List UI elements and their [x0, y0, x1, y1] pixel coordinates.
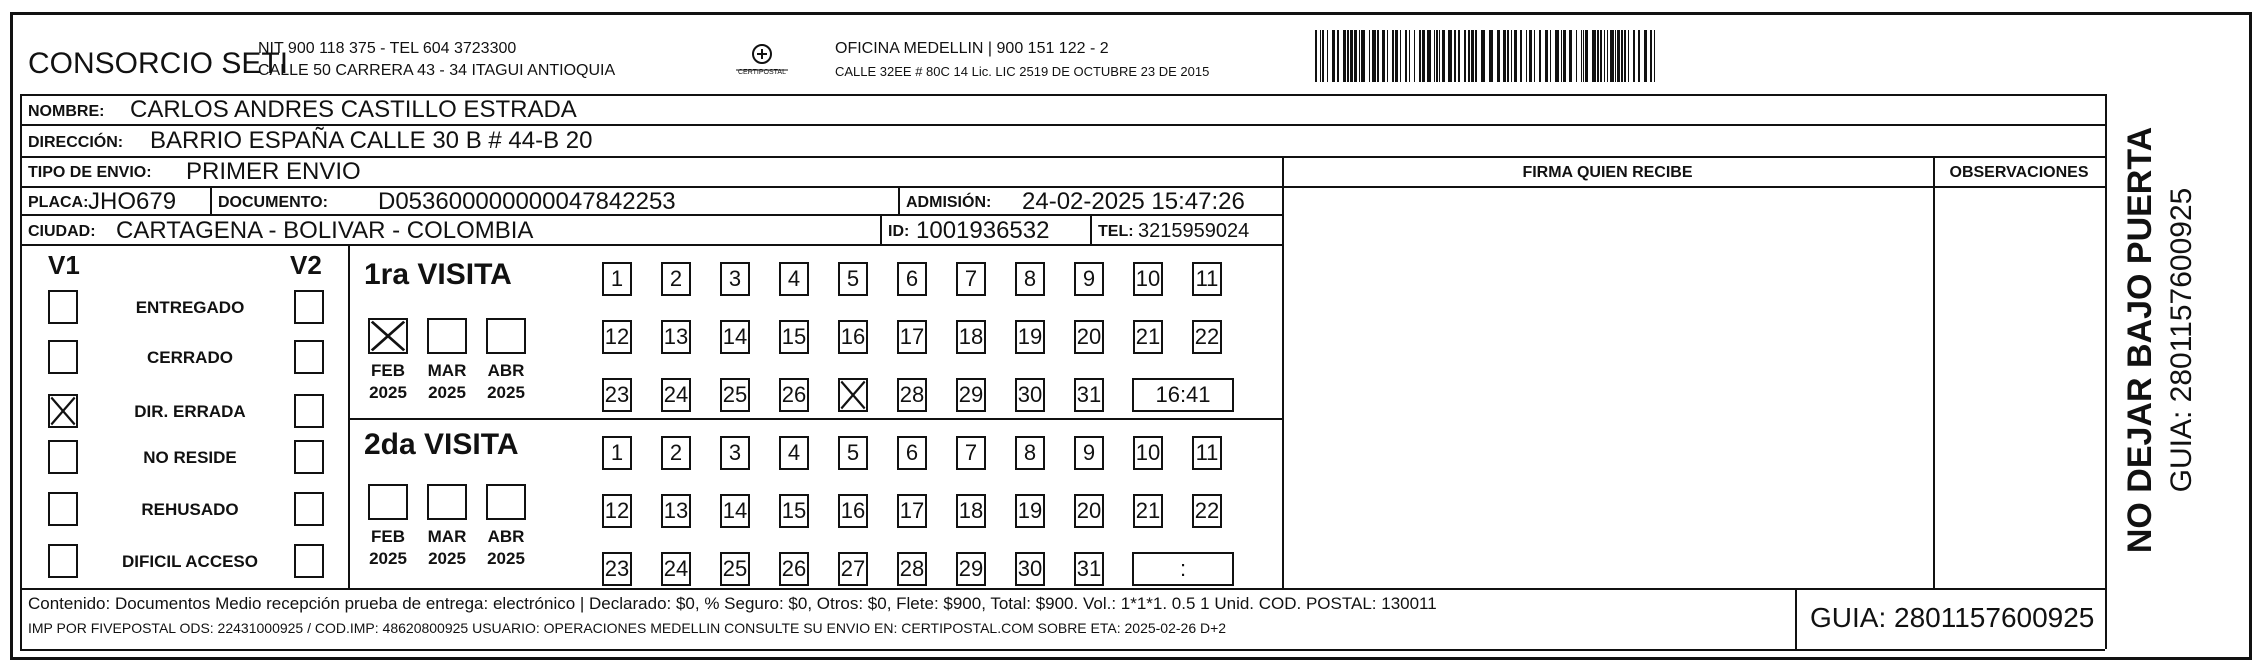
visit1-day-box[interactable]: 24	[661, 378, 691, 412]
v1-checkbox[interactable]	[48, 340, 78, 374]
visit2-day-box[interactable]: 31	[1074, 552, 1104, 586]
visit2-day-box[interactable]: 10	[1133, 436, 1163, 470]
company-address: CALLE 50 CARRERA 43 - 34 ITAGUI ANTIOQUIA	[258, 62, 616, 79]
visit1-day-box[interactable]: 13	[661, 320, 691, 354]
visit2-month-label: MAR 2025	[427, 527, 467, 568]
visit1-time-box[interactable]: 16:41	[1132, 378, 1234, 412]
visit1-day-box[interactable]	[838, 378, 868, 412]
visit1-day-box[interactable]: 4	[779, 262, 809, 296]
tel-value: 3215959024	[1138, 220, 1250, 242]
visit2-day-box[interactable]: 15	[779, 494, 809, 528]
visit1-day-box[interactable]: 9	[1074, 262, 1104, 296]
visit2-day-box[interactable]: 29	[956, 552, 986, 586]
company-name: CONSORCIO SETI	[28, 47, 289, 80]
visit1-month-label: ABR 2025	[487, 361, 525, 402]
visit1-day-box[interactable]: 17	[897, 320, 927, 354]
doc-value: D053600000000047842253	[378, 188, 676, 215]
visit2-month-checkbox[interactable]	[368, 484, 408, 520]
visit1-day-box[interactable]: 8	[1015, 262, 1045, 296]
visit2-day-box[interactable]: 21	[1133, 494, 1163, 528]
visit1-month-checkbox[interactable]	[368, 318, 408, 354]
id-value: 1001936532	[916, 217, 1050, 244]
side-guia: GUIA: 2801157600925	[2165, 187, 2198, 493]
v2-checkbox[interactable]	[294, 492, 324, 526]
footer-print-info: IMP POR FIVEPOSTAL ODS: 22431000925 / COD.IMP: 48620800925 USUARIO: OPERACIONES MEDELLIN CONSULTE SU ENVIO EN: CERTIPOSTAL.COM SOBRE ETA: 2025-02-26 D+2	[28, 620, 1227, 636]
visit2-day-box[interactable]: 26	[779, 552, 809, 586]
visit2-day-box[interactable]: 24	[661, 552, 691, 586]
status-label: DIR. ERRADA	[134, 402, 246, 421]
v2-checkbox[interactable]	[294, 290, 324, 324]
license-line: CALLE 32EE # 80C 14 Lic. LIC 2519 DE OCTUBRE 23 DE 2015	[835, 64, 1210, 79]
v2-checkbox[interactable]	[294, 340, 324, 374]
city-label: CIUDAD:	[28, 223, 96, 240]
v2-checkbox[interactable]	[294, 394, 324, 428]
visit2-day-box[interactable]: 11	[1192, 436, 1222, 470]
visit2-day-box[interactable]: 19	[1015, 494, 1045, 528]
visit2-month-label: FEB 2025	[369, 527, 407, 568]
visit1-day-box[interactable]: 25	[720, 378, 750, 412]
visit1-month-label: MAR 2025	[427, 361, 467, 402]
visit2-day-box[interactable]: 9	[1074, 436, 1104, 470]
recipient-name: CARLOS ANDRES CASTILLO ESTRADA	[130, 96, 577, 123]
visit1-month-label: FEB 2025	[369, 361, 407, 402]
visit2-day-box[interactable]: 1	[602, 436, 632, 470]
visit2-day-box[interactable]: 12	[602, 494, 632, 528]
logo-text: CERTIPOSTAL	[738, 69, 786, 76]
v1-checkbox[interactable]	[48, 440, 78, 474]
visit1-day-box[interactable]: 26	[779, 378, 809, 412]
v2-label: V2	[290, 250, 322, 280]
visit2-day-box[interactable]: 18	[956, 494, 986, 528]
visit2-month-checkbox[interactable]	[427, 484, 467, 520]
visit2-title: 2da VISITA	[364, 428, 519, 461]
visit2-day-box[interactable]: 13	[661, 494, 691, 528]
visit1-day-box[interactable]: 12	[602, 320, 632, 354]
type-label: TIPO DE ENVIO:	[28, 164, 152, 181]
visit2-day-box[interactable]: 20	[1074, 494, 1104, 528]
visit1-month-checkbox[interactable]	[486, 318, 526, 354]
id-label: ID:	[888, 223, 910, 240]
visit2-day-box[interactable]: 17	[897, 494, 927, 528]
visit1-day-box[interactable]: 3	[720, 262, 750, 296]
visit1-day-box[interactable]: 28	[897, 378, 927, 412]
visit2-month-label: ABR 2025	[487, 527, 525, 568]
v2-checkbox[interactable]	[294, 440, 324, 474]
visit2-day-box[interactable]: 14	[720, 494, 750, 528]
visit1-day-box[interactable]: 6	[897, 262, 927, 296]
status-label: DIFICIL ACCESO	[121, 552, 258, 571]
check-mark-icon	[840, 380, 866, 410]
v1-checkbox[interactable]	[48, 394, 78, 428]
side-warning: NO DEJAR BAJO PUERTA	[2121, 126, 2159, 554]
visit1-day-box[interactable]: 5	[838, 262, 868, 296]
visit1-day-box[interactable]: 19	[1015, 320, 1045, 354]
visit2-day-box[interactable]: 5	[838, 436, 868, 470]
visit2-day-box[interactable]: 16	[838, 494, 868, 528]
visit1-day-box[interactable]: 2	[661, 262, 691, 296]
address-label: DIRECCIÓN:	[28, 134, 124, 151]
visit1-day-box[interactable]: 18	[956, 320, 986, 354]
check-mark-icon	[370, 320, 406, 352]
v1-label: V1	[48, 250, 80, 280]
check-mark-icon	[50, 396, 76, 426]
visit1-day-box[interactable]: 22	[1192, 320, 1222, 354]
doc-label: DOCUMENTO:	[218, 194, 328, 211]
shipment-type: PRIMER ENVIO	[186, 158, 361, 185]
visit1-day-box[interactable]: 15	[779, 320, 809, 354]
visit1-month-checkbox[interactable]	[427, 318, 467, 354]
plate-label: PLACA:	[28, 194, 89, 211]
plate-value: JHO679	[88, 188, 177, 215]
visit1-day-box[interactable]: 14	[720, 320, 750, 354]
visit1-day-box[interactable]: 23	[602, 378, 632, 412]
tel-label: TEL:	[1098, 223, 1134, 240]
visit2-day-box[interactable]: 6	[897, 436, 927, 470]
status-label: REHUSADO	[141, 500, 239, 519]
visit1-day-box[interactable]: 29	[956, 378, 986, 412]
visit2-day-box[interactable]: 2	[661, 436, 691, 470]
footer-content: Contenido: Documentos Medio recepción prueba de entrega: electrónico | Declarado: $0, % Seguro: $0, Otros: $0, Flete: $900, Total: $900. Vol.: 1*1*1. 0.5 1 Unid. COD. POSTAL: 130011	[28, 594, 1437, 613]
v1-checkbox[interactable]	[48, 492, 78, 526]
visit1-day-box[interactable]: 20	[1074, 320, 1104, 354]
obs-header: OBSERVACIONES	[1949, 164, 2089, 181]
visit1-day-box[interactable]: 16	[838, 320, 868, 354]
status-label: CERRADO	[147, 348, 233, 367]
name-label: NOMBRE:	[28, 103, 105, 120]
visit2-day-box[interactable]: 23	[602, 552, 632, 586]
nit-line: NIT 900 118 375 - TEL 604 3723300	[258, 40, 517, 57]
admission-value: 24-02-2025 15:47:26	[1022, 188, 1245, 215]
visit2-day-box[interactable]: 30	[1015, 552, 1045, 586]
certipostal-logo	[730, 40, 794, 84]
visit2-day-box[interactable]: 3	[720, 436, 750, 470]
v2-checkbox[interactable]	[294, 544, 324, 578]
recipient-address: BARRIO ESPAÑA CALLE 30 B # 44-B 20	[150, 127, 593, 154]
v1-checkbox[interactable]	[48, 290, 78, 324]
visit1-day-box[interactable]: 10	[1133, 262, 1163, 296]
status-label: NO RESIDE	[143, 448, 237, 467]
visit2-day-box[interactable]: 25	[720, 552, 750, 586]
visit1-day-box[interactable]: 30	[1015, 378, 1045, 412]
visit2-day-box[interactable]: 4	[779, 436, 809, 470]
visit2-day-box[interactable]: 28	[897, 552, 927, 586]
visit1-title: 1ra VISITA	[364, 258, 512, 291]
status-label: ENTREGADO	[135, 298, 245, 317]
visit1-day-box[interactable]: 21	[1133, 320, 1163, 354]
visit2-day-box[interactable]: 8	[1015, 436, 1045, 470]
visit2-day-box[interactable]: 22	[1192, 494, 1222, 528]
visit1-day-box[interactable]: 7	[956, 262, 986, 296]
visit2-month-checkbox[interactable]	[486, 484, 526, 520]
visit2-day-box[interactable]: 7	[956, 436, 986, 470]
visit1-day-box[interactable]: 11	[1192, 262, 1222, 296]
visit1-day-box[interactable]: 1	[602, 262, 632, 296]
office-line: OFICINA MEDELLIN | 900 151 122 - 2	[835, 40, 1109, 57]
visit2-time-box[interactable]: :	[1132, 552, 1234, 586]
footer-guia: GUIA: 2801157600925	[1810, 602, 2095, 633]
city-value: CARTAGENA - BOLIVAR - COLOMBIA	[116, 217, 534, 244]
side-text	[2110, 100, 2255, 580]
admission-label: ADMISIÓN:	[906, 194, 992, 211]
visit1-day-box[interactable]: 31	[1074, 378, 1104, 412]
visit2-day-box[interactable]: 27	[838, 552, 868, 586]
v1-checkbox[interactable]	[48, 544, 78, 578]
barcode	[1315, 30, 1915, 82]
sign-header: FIRMA QUIEN RECIBE	[1522, 164, 1693, 181]
